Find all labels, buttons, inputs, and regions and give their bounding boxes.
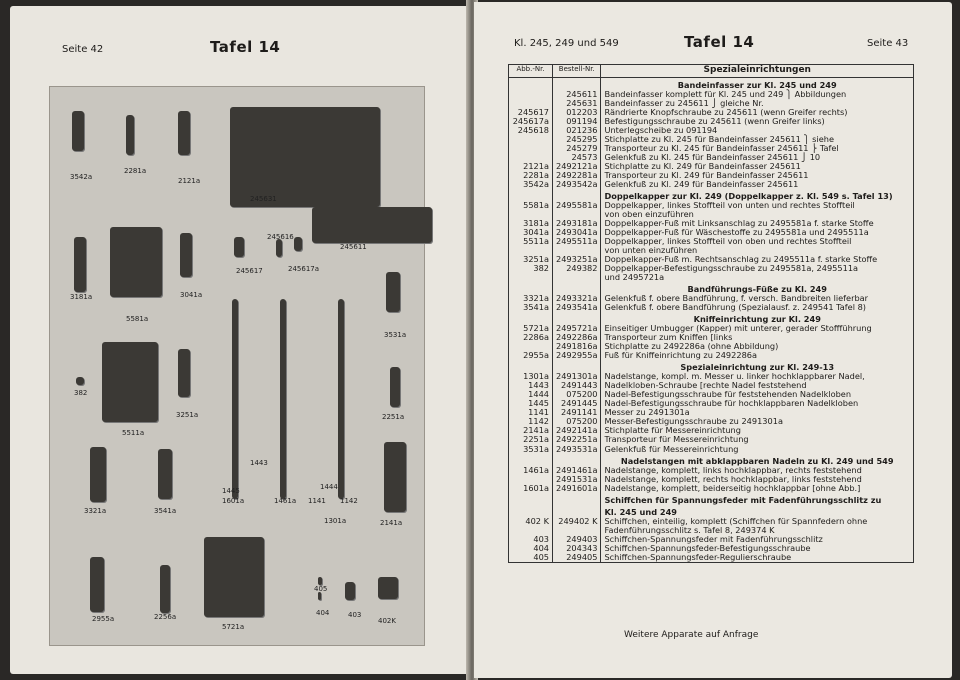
figure-label: 402K — [378, 617, 396, 625]
description: Nadel-Befestigungsschraube für hochklappbaren Nadelkloben — [601, 399, 914, 408]
table-row — [509, 273, 914, 282]
section-heading-row — [509, 454, 914, 466]
abb-nr: 402 K — [509, 517, 553, 526]
description: Gelenkfuß f. obere Bandführung (Spezialausf. z. 249541 Tafel 8) — [601, 303, 914, 312]
bestell-nr: 012203 — [553, 108, 601, 117]
bestell-nr: 204343 — [553, 544, 601, 553]
description: Doppelkapper-Fuß mit Linksanschlag zu 2495581a f. starke Stoffe — [601, 219, 914, 228]
section-heading-row — [509, 493, 914, 505]
bestell-nr: 2493541a — [553, 303, 601, 312]
left-plate-title: Tafel 14 — [210, 38, 281, 56]
bestell-nr: 2491461a — [553, 466, 601, 475]
figure-label: 3541a — [154, 507, 177, 515]
description: Nadelstange, kompl. m. Messer u. linker hochklappbarer Nadel, — [601, 372, 914, 381]
part-image-15 — [390, 367, 400, 407]
bestell-nr: 245295 — [553, 135, 601, 144]
abb-nr: 2955a — [509, 351, 553, 360]
figure-label: 3542a — [70, 173, 93, 181]
description: Nadelstange, komplett, links hochklappbar, rechts feststehend — [601, 466, 914, 475]
description: Transporteur zum Kniffen [links — [601, 333, 914, 342]
abb-nr — [509, 90, 553, 99]
right-plate-title: Tafel 14 — [684, 33, 755, 51]
description: Rändrierte Knopfschraube zu 245611 (wenn Greifer rechts) — [601, 108, 914, 117]
bestell-nr: 2492286a — [553, 333, 601, 342]
description: Befestigungsschraube zu 245611 (wenn Greifer links) — [601, 117, 914, 126]
table-row — [509, 553, 914, 563]
description: Transporteur zu Kl. 245 für Bandeinfasser 245611 ⎬ Tafel — [601, 144, 914, 153]
bestell-nr: 245279 — [553, 144, 601, 153]
bestell-nr: 245631 — [553, 99, 601, 108]
description: Doppelkapper-Fuß für Wäschestoffe zu 2495581a und 2495511a — [601, 228, 914, 237]
figure-label: 3321a — [84, 507, 107, 515]
bestell-nr: 2495511a — [553, 237, 601, 246]
description: Fuß für Kniffeinrichtung zu 2492286a — [601, 351, 914, 360]
abb-nr: 404 — [509, 544, 553, 553]
bestell-nr: 245611 — [553, 90, 601, 99]
bestell-nr: 2493542a — [553, 180, 601, 189]
description: Unterlegscheibe zu 091194 — [601, 126, 914, 135]
bestell-nr: 2491443 — [553, 381, 601, 390]
figure-label: 403 — [348, 611, 362, 619]
table-row — [509, 264, 914, 273]
description: Messer zu 2491301a — [601, 408, 914, 417]
bestell-nr: 249403 — [553, 535, 601, 544]
bestell-nr: 2493251a — [553, 255, 601, 264]
description: Nadel-Befestigungsschraube für feststehenden Nadelkloben — [601, 390, 914, 399]
abb-nr — [509, 135, 553, 144]
description: von unten einzuführen — [601, 246, 914, 255]
abb-nr: 1444 — [509, 390, 553, 399]
figure-label: 2251a — [382, 413, 405, 421]
figure-label: 382 — [74, 389, 88, 397]
part-image-17 — [280, 299, 286, 499]
part-image-14 — [178, 349, 190, 397]
description: Schiffchen-Spannungsfeder mit Fadenführungsschlitz — [601, 535, 914, 544]
bestell-nr: 2492141a — [553, 426, 601, 435]
section-title: Bandeinfasser zur Kl. 245 und 249 — [601, 77, 914, 90]
col-header-spezial: Spezialeinrichtungen — [601, 65, 914, 78]
abb-nr: 1142 — [509, 417, 553, 426]
part-image-21 — [158, 449, 172, 499]
part-image-27 — [345, 582, 355, 600]
figure-label: 245617a — [288, 265, 320, 273]
bestell-nr: 24573 — [553, 153, 601, 162]
figure-label: 5511a — [122, 429, 145, 437]
abb-nr: 3041a — [509, 228, 553, 237]
description: Gelenkfuß f. obere Bandführung, f. versch. Bandbreiten lieferbar — [601, 294, 914, 303]
abb-nr: 405 — [509, 553, 553, 563]
bestell-nr: 2492281a — [553, 171, 601, 180]
description: von oben einzuführen — [601, 210, 914, 219]
part-image-28 — [378, 577, 398, 599]
right-page — [474, 2, 952, 678]
abb-nr: 2141a — [509, 426, 553, 435]
abb-nr: 1445 — [509, 399, 553, 408]
abb-nr: 2286a — [509, 333, 553, 342]
section-title: Schiffchen für Spannungsfeder mit Fadenführungsschlitz zu — [601, 493, 914, 505]
figure-label: 3251a — [176, 411, 199, 419]
abb-nr: 5511a — [509, 237, 553, 246]
abb-nr: 2281a — [509, 171, 553, 180]
figure-label: 2281a — [124, 167, 147, 175]
abb-nr: 1141 — [509, 408, 553, 417]
table-row — [509, 303, 914, 312]
figure-label: 1601a — [222, 497, 245, 505]
description: und 2495721a — [601, 273, 914, 282]
abb-nr: 403 — [509, 535, 553, 544]
description: Schiffchen-Spannungsfeder-Regulierschraube — [601, 553, 914, 563]
section-title: Kl. 245 und 249 — [601, 505, 914, 517]
part-image-24 — [204, 537, 264, 617]
bestell-nr: 021236 — [553, 126, 601, 135]
figure-label: 5581a — [126, 315, 149, 323]
part-image-16 — [232, 299, 238, 499]
abb-nr: 3541a — [509, 303, 553, 312]
bestell-nr: 2491816a — [553, 342, 601, 351]
part-image-4 — [312, 207, 432, 243]
bestell-nr: 249382 — [553, 264, 601, 273]
description: Schiffchen-Spannungsfeder-Befestigungsschraube — [601, 544, 914, 553]
part-image-26 — [318, 592, 321, 600]
part-image-1 — [126, 115, 134, 155]
parts-illustration-plate — [49, 86, 425, 646]
figure-label: 1141 — [308, 497, 326, 505]
bestell-nr: 075200 — [553, 417, 601, 426]
bestell-nr: 2493181a — [553, 219, 601, 228]
description: Transporteur für Messereinrichtung — [601, 435, 914, 444]
bestell-nr: 091194 — [553, 117, 601, 126]
abb-nr: 382 — [509, 264, 553, 273]
bestell-nr: 2491531a — [553, 475, 601, 484]
bestell-nr: 2493321a — [553, 294, 601, 303]
bestell-nr: 2491301a — [553, 372, 601, 381]
part-image-9 — [110, 227, 162, 297]
figure-label: 3041a — [180, 291, 203, 299]
right-page-number: Seite 43 — [867, 38, 909, 49]
part-image-5 — [234, 237, 244, 257]
table-row — [509, 351, 914, 360]
part-image-12 — [76, 377, 84, 385]
figure-label: 2121a — [178, 177, 201, 185]
abb-nr: 3321a — [509, 294, 553, 303]
description: Nadelstange, komplett, beiderseitig hochklappbar [ohne Abb.] — [601, 484, 914, 493]
section-title: Spezialeinrichtung zur Kl. 249-13 — [601, 360, 914, 372]
section-title: Doppelkapper zur Kl. 249 (Doppelkapper z. Kl. 549 s. Tafel 13) — [601, 189, 914, 201]
abb-nr: 3251a — [509, 255, 553, 264]
abb-nr: 1461a — [509, 466, 553, 475]
part-image-3 — [230, 107, 380, 207]
description: Doppelkapper, linkes Stoffteil von unten und rechtes Stoffteil — [601, 201, 914, 210]
description: Einseitiger Umbugger (Kapper) mit unterer, gerader Stoffführung — [601, 324, 914, 333]
figure-label: 2955a — [92, 615, 115, 623]
abb-nr: 1601a — [509, 484, 553, 493]
description: Doppelkapper-Befestigungsschraube zu 2495581a, 2495511a — [601, 264, 914, 273]
description: Gelenkfuß zu Kl. 245 für Bandeinfasser 245611 ⎭ 10 — [601, 153, 914, 162]
bestell-nr: 2491445 — [553, 399, 601, 408]
bestell-nr: 2493041a — [553, 228, 601, 237]
figure-label: 1301a — [324, 517, 347, 525]
col-header-abb: Abb.-Nr. — [509, 65, 553, 78]
table-row — [509, 237, 914, 246]
description: Stichplatte für Messereinrichtung — [601, 426, 914, 435]
abb-nr: 2121a — [509, 162, 553, 171]
abb-nr — [509, 273, 553, 282]
abb-nr: 1443 — [509, 381, 553, 390]
description: Stichplatte zu Kl. 249 für Bandeinfasser 245611 — [601, 162, 914, 171]
abb-nr: 3531a — [509, 445, 553, 454]
abb-nr: 3542a — [509, 180, 553, 189]
bestell-nr: 2493531a — [553, 445, 601, 454]
part-image-18 — [338, 299, 344, 499]
figure-label: 1444 — [320, 483, 338, 491]
abb-nr: 245618 — [509, 126, 553, 135]
figure-label: 245617 — [236, 267, 263, 275]
bestell-nr: 2491601a — [553, 484, 601, 493]
abb-nr — [509, 144, 553, 153]
bestell-nr: 075200 — [553, 390, 601, 399]
description: Bandeinfasser komplett für Kl. 245 und 249 ⎫ Abbildungen — [601, 90, 914, 99]
figure-label: 3531a — [384, 331, 407, 339]
section-title: Kniffeinrichtung zur Kl. 249 — [601, 312, 914, 324]
description: Stichplatte zu 2492286a (ohne Abbildung) — [601, 342, 914, 351]
part-image-11 — [386, 272, 400, 312]
bestell-nr: 2495721a — [553, 324, 601, 333]
part-image-2 — [178, 111, 190, 155]
figure-label: 1445 — [222, 487, 240, 495]
part-image-25 — [318, 577, 322, 585]
col-header-bestell: Bestell-Nr. — [553, 65, 601, 78]
description: Gelenkfuß für Messereinrichtung — [601, 445, 914, 454]
abb-nr: 245617a — [509, 117, 553, 126]
part-image-7 — [294, 237, 302, 251]
figure-label: 404 — [316, 609, 330, 617]
table-row — [509, 445, 914, 454]
bestell-nr: 249405 — [553, 553, 601, 563]
figure-label: 1461a — [274, 497, 297, 505]
description: Messer-Befestigungsschraube zu 2491301a — [601, 417, 914, 426]
description: Fadenführungsschlitz s. Tafel 8, 249374 K — [601, 526, 914, 535]
description: Gelenkfuß zu Kl. 249 für Bandeinfasser 245611 — [601, 180, 914, 189]
description: Bandeinfasser zu 245611 ⎭ gleiche Nr. — [601, 99, 914, 108]
section-title: Nadelstangen mit abklappbaren Nadeln zu Kl. 249 und 549 — [601, 454, 914, 466]
figure-label: 5721a — [222, 623, 245, 631]
abb-nr: 2251a — [509, 435, 553, 444]
figure-label: 245616 — [267, 233, 294, 241]
section-title: Bandführungs-Füße zu Kl. 249 — [601, 282, 914, 294]
bestell-nr: 2495581a — [553, 201, 601, 210]
part-image-19 — [384, 442, 406, 512]
bestell-nr: 249402 K — [553, 517, 601, 526]
abb-nr: 245617 — [509, 108, 553, 117]
part-image-23 — [160, 565, 170, 613]
figure-label: 2256a — [154, 613, 177, 621]
part-image-20 — [90, 447, 106, 502]
figure-label: 1443 — [250, 459, 268, 467]
bestell-nr: 2492955a — [553, 351, 601, 360]
abb-nr: 5721a — [509, 324, 553, 333]
part-image-6 — [276, 239, 282, 257]
bestell-nr: 2492121a — [553, 162, 601, 171]
description: Nadelstange, komplett, rechts hochklappbar, links feststehend — [601, 475, 914, 484]
left-page — [10, 6, 470, 674]
description: Schiffchen, einteilig, komplett (Schiffchen für Spannfedern ohne — [601, 517, 914, 526]
part-image-8 — [74, 237, 86, 292]
description: Nadelkloben-Schraube [rechte Nadel feststehend — [601, 381, 914, 390]
abb-nr: 1301a — [509, 372, 553, 381]
figure-label: 405 — [314, 585, 328, 593]
figure-label: 245611 — [340, 243, 367, 251]
abb-nr: 5581a — [509, 201, 553, 210]
table-row — [509, 180, 914, 189]
parts-table — [508, 64, 914, 563]
figure-label: 1142 — [340, 497, 358, 505]
section-heading-row — [509, 505, 914, 517]
figure-label: 245631 — [250, 195, 277, 203]
part-image-10 — [180, 233, 192, 277]
description: Transporteur zu Kl. 249 für Bandeinfasser 245611 — [601, 171, 914, 180]
table-row — [509, 201, 914, 210]
description: Doppelkapper-Fuß m. Rechtsanschlag zu 2495511a f. starke Stoffe — [601, 255, 914, 264]
bestell-nr: 2491141 — [553, 408, 601, 417]
table-row — [509, 484, 914, 493]
bestell-nr — [553, 273, 601, 282]
machine-classes-header: Kl. 245, 249 und 549 — [514, 38, 619, 49]
description: Doppelkapper, linkes Stoffteil von oben und rechtes Stoffteil — [601, 237, 914, 246]
part-image-22 — [90, 557, 104, 612]
bestell-nr: 2492251a — [553, 435, 601, 444]
abb-nr: 3181a — [509, 219, 553, 228]
table-footnote: Weitere Apparate auf Anfrage — [624, 630, 759, 640]
part-image-0 — [72, 111, 84, 151]
figure-label: 3181a — [70, 293, 93, 301]
figure-label: 2141a — [380, 519, 403, 527]
part-image-13 — [102, 342, 158, 422]
left-page-number: Seite 42 — [62, 44, 104, 55]
description: Stichplatte zu Kl. 245 für Bandeinfasser 245611 ⎫ siehe — [601, 135, 914, 144]
